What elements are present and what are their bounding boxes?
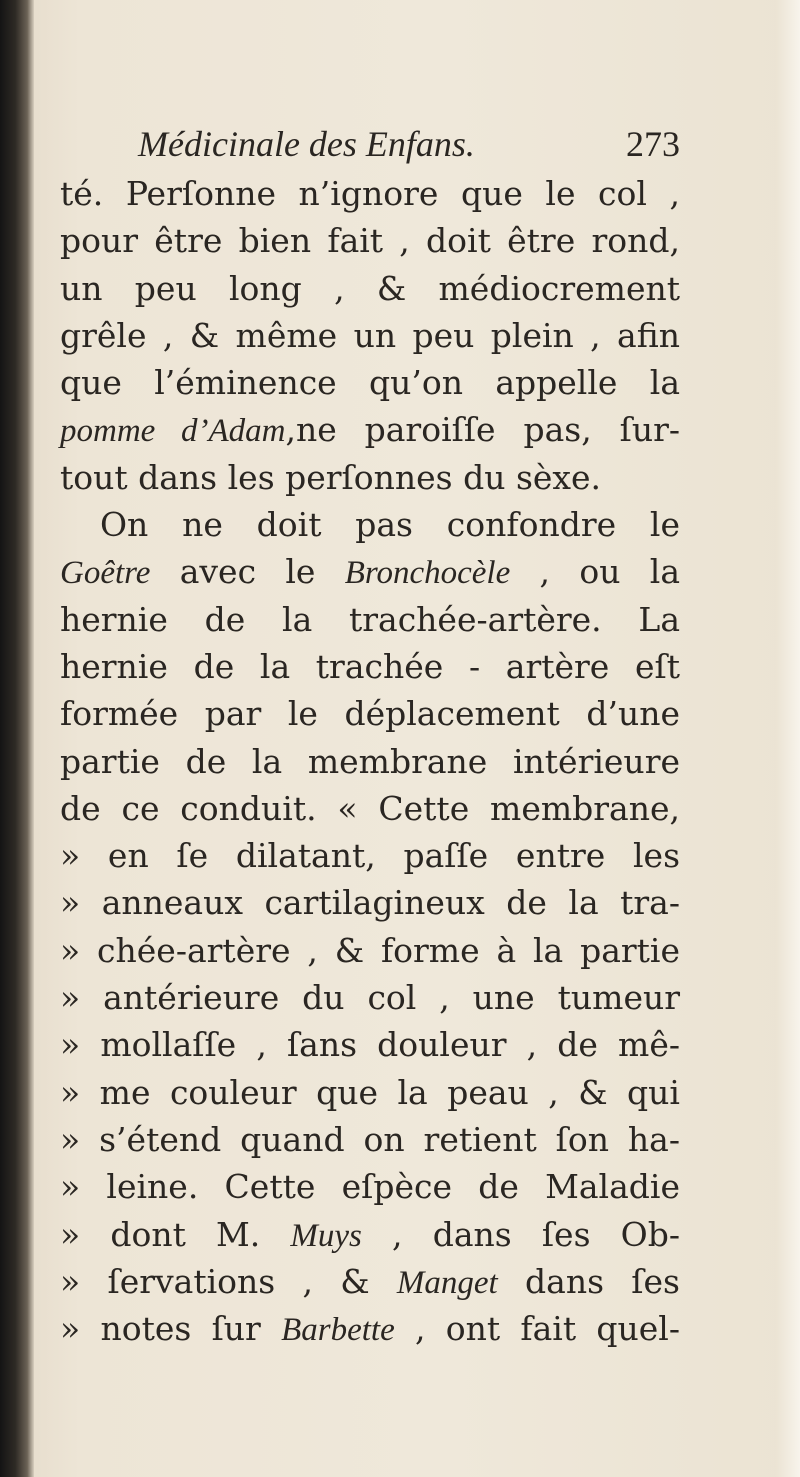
quoted-line: » dont M. Muys , dans ſes Ob- bbox=[60, 1214, 680, 1254]
italic-term: pomme d’Adam bbox=[60, 413, 286, 450]
page-edge bbox=[776, 0, 800, 1477]
italic-name: Barbette bbox=[281, 1312, 395, 1349]
quoted-line: » mollaſſe , ſans douleur , de mê- bbox=[60, 1025, 680, 1065]
text-line: hernie de la trachée - artère eſt bbox=[60, 646, 680, 686]
text-line: tout dans les perſonnes du sèxe. bbox=[60, 457, 602, 497]
text-line: que l’éminence qu’on appelle la bbox=[60, 363, 680, 403]
quoted-line: » notes ſur Barbette , ont fait quel- bbox=[60, 1309, 680, 1349]
italic-term: Bronchocèle bbox=[344, 555, 511, 592]
text-line: té. Perſonne n’ignore que le col , bbox=[60, 174, 680, 213]
text-line: grêle , & même un peu plein , afin bbox=[60, 315, 680, 355]
italic-name: Muys bbox=[290, 1217, 362, 1254]
text-line: Goêtre avec le Bronchocèle , ou la bbox=[60, 552, 680, 592]
quoted-line: » ſervations , & Manget dans ſes bbox=[60, 1261, 680, 1301]
italic-name: Manget bbox=[396, 1264, 498, 1301]
quoted-line: » en ſe dilatant, paſſe entre les bbox=[60, 836, 680, 876]
text-line: pour être bien fait , doit être rond, bbox=[60, 221, 680, 261]
quoted-line: » me couleur que la peau , & qui bbox=[60, 1072, 680, 1112]
running-title: Médicinale des Enfans. bbox=[138, 124, 475, 164]
page-number: 273 bbox=[626, 124, 680, 164]
page-header bbox=[60, 118, 680, 170]
quoted-line: » antérieure du col , une tumeur bbox=[60, 978, 680, 1018]
italic-term: Goêtre bbox=[60, 555, 151, 592]
quoted-line: » chée-artère , & forme à la partie bbox=[60, 930, 680, 970]
text-line: un peu long , & médiocrement bbox=[60, 268, 680, 308]
text-line: de ce conduit. « Cette membrane, bbox=[60, 788, 680, 828]
text-line: partie de la membrane intérieure bbox=[60, 741, 680, 781]
paragraph-start-line: On ne doit pas confondre le bbox=[100, 505, 680, 545]
text-line: formée par le déplacement d’une bbox=[60, 694, 680, 734]
page-text bbox=[60, 118, 680, 1352]
text-line: hernie de la trachée-artère. La bbox=[60, 599, 680, 639]
quoted-line: » anneaux cartilagineux de la tra- bbox=[60, 883, 680, 923]
book-binding-shadow bbox=[0, 0, 34, 1477]
quoted-line: » s’étend quand on retient ſon ha- bbox=[60, 1119, 680, 1159]
text-line: pomme d’Adam,ne paroiſſe pas, ſur- bbox=[60, 410, 680, 450]
quoted-line: » leine. Cette eſpèce de Maladie bbox=[60, 1167, 680, 1207]
